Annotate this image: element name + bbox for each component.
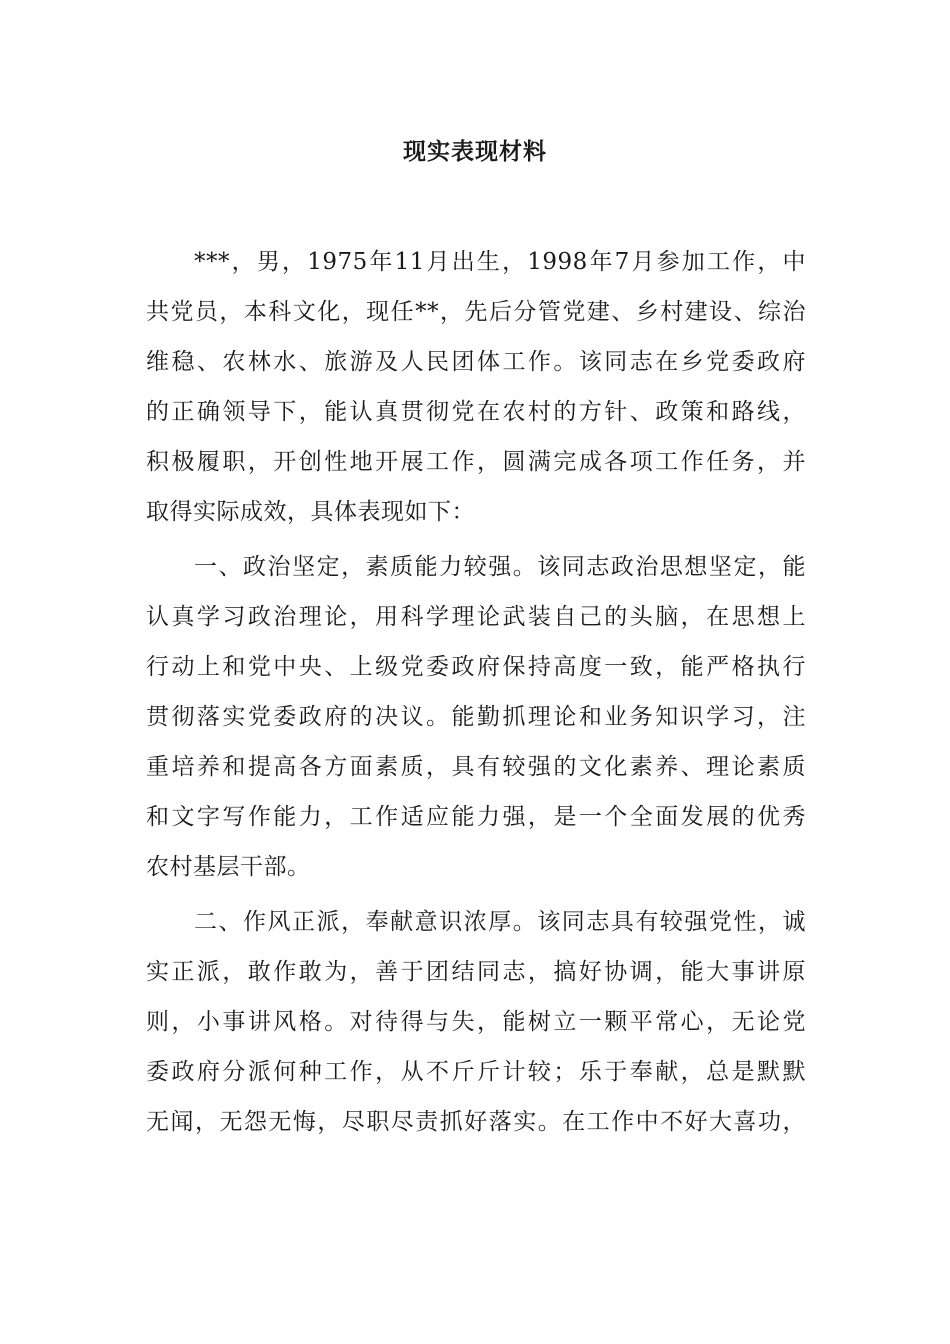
text-line: 的正确领导下，能认真贯彻党在农村的方针、政策和路线， <box>146 399 806 425</box>
text-line: 实正派，敢作敢为，善于团结同志，搞好协调，能大事讲原 <box>146 959 806 985</box>
text-line: 一、政治坚定，素质能力较强。该同志政治思想坚定，能 <box>194 554 806 580</box>
text-line: 二、作风正派，奉献意识浓厚。该同志具有较强党性，诚 <box>194 909 806 935</box>
text-line: 行动上和党中央、上级党委政府保持高度一致，能严格执行 <box>146 654 806 680</box>
text-line: 则，小事讲风格。对待得与失，能树立一颗平常心，无论党 <box>146 1009 806 1035</box>
text-line: 无闻，无怨无悔，尽职尽责抓好落实。在工作中不好大喜功， <box>146 1109 806 1135</box>
text-line: 积极履职，开创性地开展工作，圆满完成各项工作任务，并 <box>146 449 806 475</box>
text-line: ***，男，1975年11月出生，1998年7月参加工作，中 <box>194 249 806 275</box>
text-line: 和文字写作能力，工作适应能力强，是一个全面发展的优秀 <box>146 804 806 830</box>
text-line: 取得实际成效，具体表现如下： <box>146 499 475 525</box>
text-line: 贯彻落实党委政府的决议。能勤抓理论和业务知识学习，注 <box>146 704 806 730</box>
document-title: 现实表现材料 <box>403 138 547 165</box>
text-line: 共党员，本科文化，现任**，先后分管党建、乡村建设、综治 <box>146 299 806 325</box>
text-line: 认真学习政治理论，用科学理论武装自己的头脑，在思想上 <box>146 604 806 630</box>
text-line: 农村基层干部。 <box>146 854 311 880</box>
text-line: 维稳、农林水、旅游及人民团体工作。该同志在乡党委政府 <box>146 349 806 375</box>
text-line: 委政府分派何种工作，从不斤斤计较；乐于奉献，总是默默 <box>146 1059 806 1085</box>
text-line: 重培养和提高各方面素质，具有较强的文化素养、理论素质 <box>146 754 806 780</box>
